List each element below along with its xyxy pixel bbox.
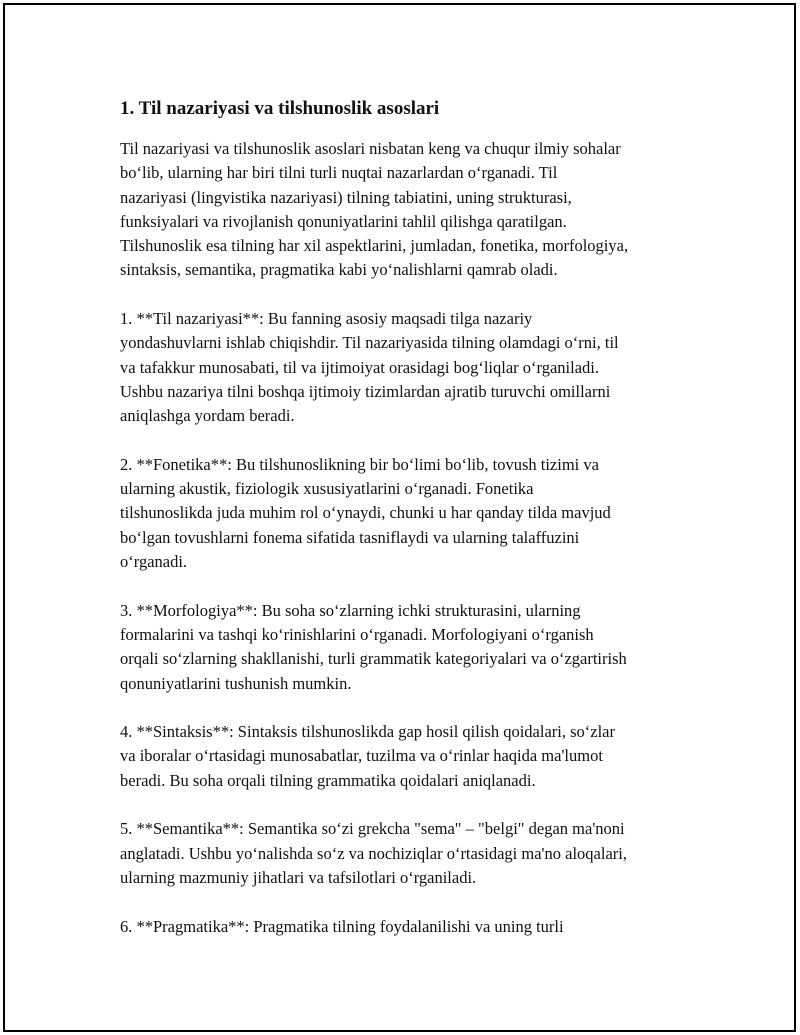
paragraph <box>120 915 700 939</box>
text-line: anglatadi. Ushbu yo‘nalishda so‘z va nochiziqlar o‘rtasidagi ma'no aloqalari, <box>120 843 627 863</box>
text-line: nazariyasi (lingvistika nazariyasi) tilning tabiatini, uning strukturasi, <box>120 187 572 207</box>
text-line: Tilshunoslik esa tilning har xil aspektlarini, jumladan, fonetika, morfologiya, <box>120 236 629 256</box>
text-line: orqali so‘zlarning shakllanishi, turli grammatik kategoriyalari va o‘zgartirish <box>120 649 627 669</box>
text-line: 3. **Morfologiya**: Bu soha so‘zlarning ichki strukturasini, ularning <box>120 600 581 620</box>
paragraph <box>120 453 700 574</box>
text-line: beradi. Bu soha orqali tilning grammatika qoidalari aniqlanadi. <box>120 770 536 790</box>
text-line: Til nazariyasi va tilshunoslik asoslari nisbatan keng va chuqur ilmiy sohalar <box>120 139 621 158</box>
section-heading: 1. Til nazariyasi va tilshunoslik asoslari <box>120 98 440 119</box>
paragraph <box>120 817 700 890</box>
paragraph <box>120 599 700 696</box>
text-line: sintaksis, semantika, pragmatika kabi yo‘nalishlarni qamrab oladi. <box>120 260 558 280</box>
text-line: 6. **Pragmatika**: Pragmatika tilning foydalanilishi va uning turli <box>120 916 564 936</box>
text-line: o‘rganadi. <box>120 552 188 572</box>
text-line: 4. **Sintaksis**: Sintaksis tilshunoslikda gap hosil qilish qoidalari, so‘zlar <box>120 722 615 742</box>
page-frame <box>3 3 796 1032</box>
paragraph-list <box>120 137 700 939</box>
text-line: bo‘lgan tovushlarni fonema sifatida tasniflaydi va ularning talaffuzini <box>120 527 580 547</box>
document-body <box>120 97 700 963</box>
text-line: ularning mazmuniy jihatlari va tafsilotlari o‘rganiladi. <box>120 867 477 887</box>
text-line: bo‘lib, ularning har biri tilni turli nuqtai nazarlardan o‘rganadi. Til <box>120 163 558 183</box>
text-line: 5. **Semantika**: Semantika so‘zi grekcha "sema" – "belgi" degan ma'noni <box>120 819 625 839</box>
paragraph <box>120 307 700 428</box>
text-line: aniqlashga yordam beradi. <box>120 406 295 426</box>
text-line: tilshunoslikda juda muhim rol o‘ynaydi, chunki u har qanday tilda mavjud <box>120 503 611 523</box>
text-line: va iboralar o‘rtasidagi munosabatlar, tuzilma va o‘rinlar haqida ma'lumot <box>120 746 603 766</box>
text-line: ularning akustik, fiziologik xususiyatlarini o‘rganadi. Fonetika <box>120 479 534 499</box>
paragraph <box>120 137 700 283</box>
text-line: funksiyalari va rivojlanish qonuniyatlarini tahlil qilishga qaratilgan. <box>120 211 567 231</box>
text-line: 1. **Til nazariyasi**: Bu fanning asosiy maqsadi tilga nazariy <box>120 309 533 329</box>
text-line: va tafakkur munosabati, til va ijtimoiyat orasidagi bog‘liqlar o‘rganiladi. <box>120 357 599 377</box>
text-line: yondashuvlarni ishlab chiqishdir. Til nazariyasida tilning olamdagi o‘rni, til <box>120 333 619 353</box>
text-line: formalarini va tashqi ko‘rinishlarini o‘rganadi. Morfologiyani o‘rganish <box>120 624 594 644</box>
paragraph <box>120 720 700 793</box>
text-line: Ushbu nazariya tilni boshqa ijtimoiy tizimlardan ajratib turuvchi omillarni <box>120 381 611 401</box>
text-line: 2. **Fonetika**: Bu tilshunoslikning bir bo‘limi bo‘lib, tovush tizimi va <box>120 454 599 474</box>
text-line: qonuniyatlarini tushunish mumkin. <box>120 673 352 693</box>
